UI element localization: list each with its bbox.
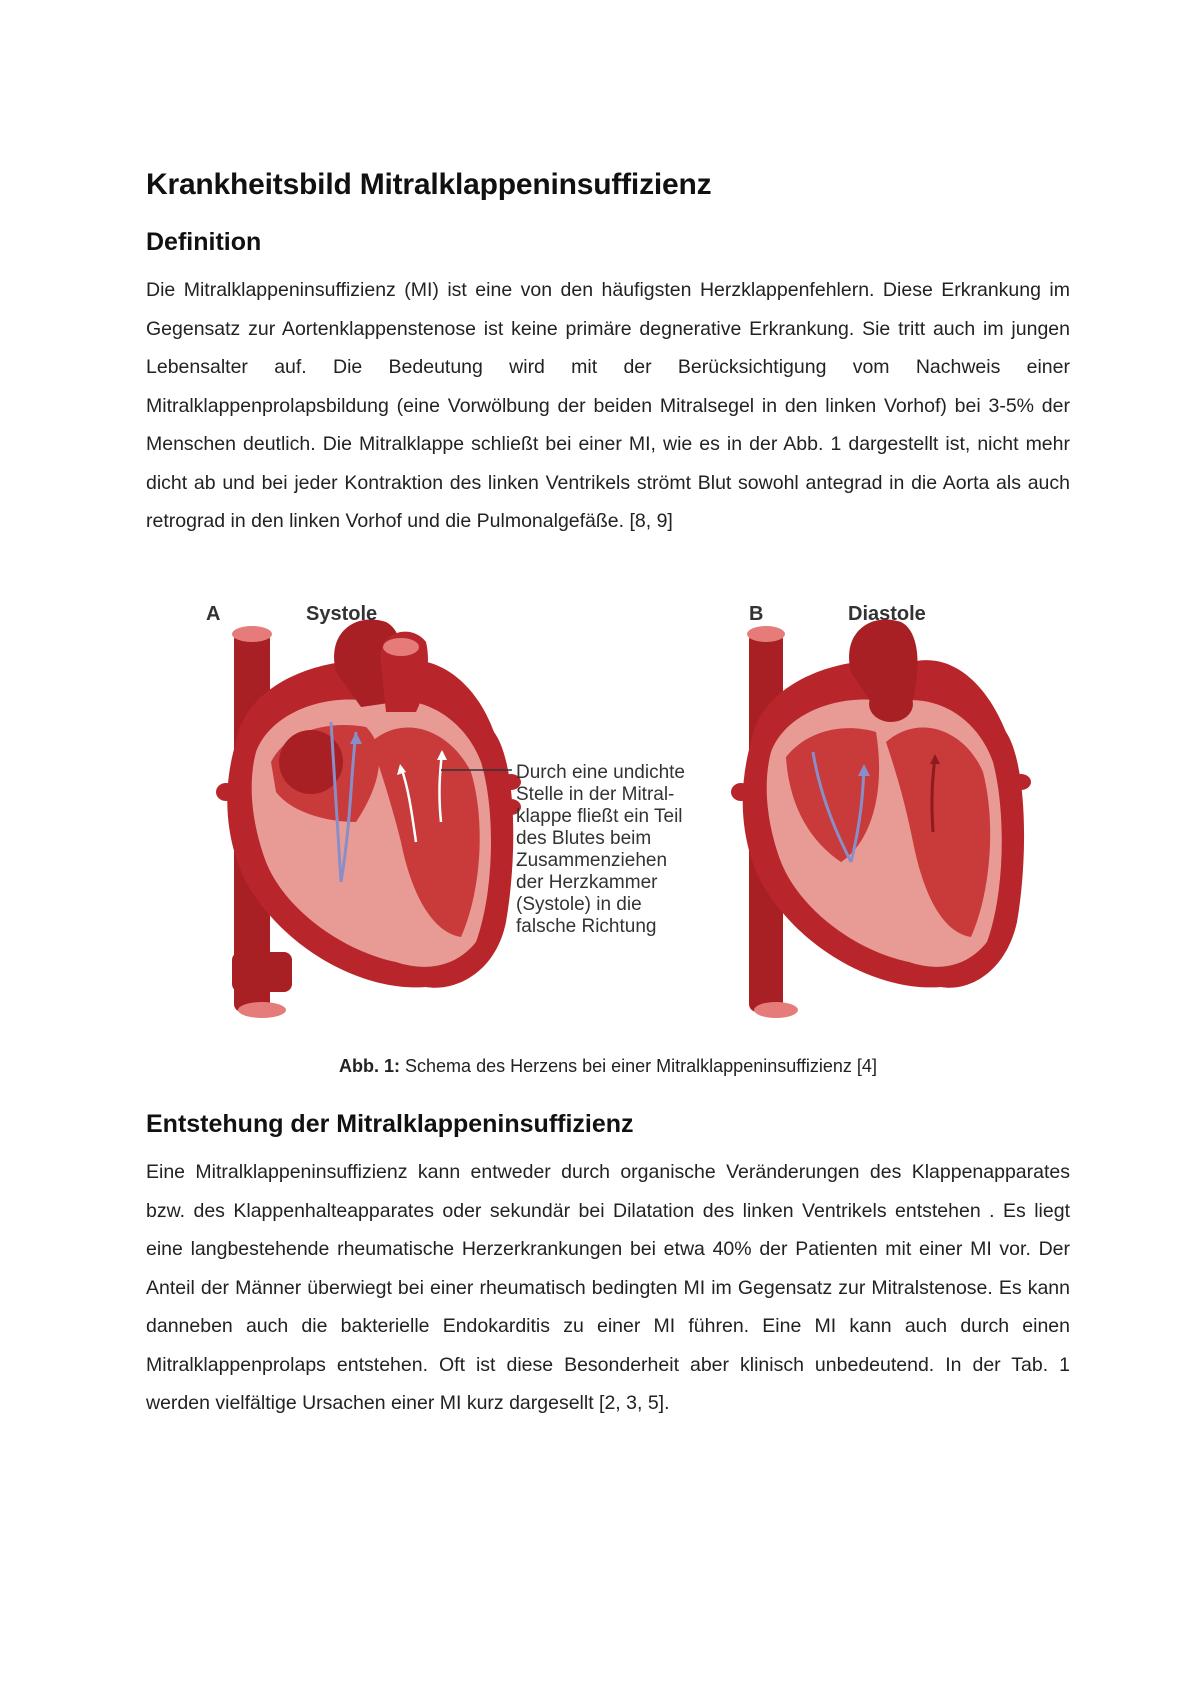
figure-caption-label: Abb. 1: [339, 1056, 401, 1076]
annotation-line: Stelle in der Mitral- [516, 784, 675, 805]
section-heading-definition: Definition [146, 228, 262, 256]
annotation-line: klappe fließt ein Teil [516, 806, 683, 827]
paragraph-definition: Die Mitralklappeninsuffizienz (MI) ist eine von den häufigsten Herzklappenfehlern. Diese Erkrankung im Gegensatz zur Aortenklappenstenose ist keine primäre degnerative Erkrankung. Sie tritt auch im jungen Lebensalter auf. Die Bedeutung wird mit der Berücksichtigung vom Nachweis einer Mitralklappenprolapsbildung (eine Vorwölbung der beiden Mitralsegel in den linken Vorhof) bei 3-5% der Menschen deutlich. Die Mitralklappe schließt bei einer MI, wie es in der Abb. 1 dargestellt ist, nicht mehr dicht ab und bei jeder Kontraktion des linken Ventrikels strömt Blut sowohl antegrad in die Aorta als auch retrograd in den linken Vorhof und die Pulmonalgefäße. [8, 9] [146, 279, 1070, 532]
annotation-line: der Herzkammer [516, 872, 658, 893]
heart-systole [216, 619, 521, 1018]
heart-diastole [731, 619, 1031, 1018]
paragraph-entstehung: Eine Mitralklappeninsuffizienz kann entweder durch organische Veränderungen des Klappenapparates bzw. des Klappenhalteapparates oder sekundär bei Dilatation des linken Ventrikels entstehen . Es liegt eine langbestehende rheumatische Herzerkrankungen bei etwa 40% der Patienten mit einer MI vor. Der Anteil der Männer überwiegt bei einer rheumatisch bedingten MI im Gegensatz zur Mitralstenose. Es kann danneben auch die bakterielle Endokarditis zu einer MI führen. Eine MI kann auch durch einen Mitralklappenprolaps entstehen. Oft ist diese Besonderheit aber klinisch unbedeutend. In der Tab. 1 werden vielfältige Ursachen einer MI kurz dargesellt [2, 3, 5]. [146, 1161, 1070, 1414]
annotation-line: Durch eine undichte [516, 762, 685, 783]
panel-b-title: Diastole [848, 603, 926, 625]
annotation-line: des Blutes beim [516, 828, 652, 849]
annotation-line: (Systole) in die [516, 894, 642, 915]
section-heading-entstehung: Entstehung der Mitralklappeninsuffizienz [146, 1110, 634, 1138]
panel-a-title: Systole [306, 603, 378, 625]
annotation-text [516, 762, 685, 937]
heart-illustration [176, 592, 1056, 1032]
annotation-line: falsche Richtung [516, 916, 657, 937]
panel-a-letter: A [206, 603, 221, 625]
heart-figure [176, 592, 1056, 1032]
figure-caption-text: Schema des Herzens bei einer Mitralklappeninsuffizienz [4] [400, 1056, 877, 1076]
figure-caption [146, 1056, 1070, 1077]
annotation-line: Zusammenziehen [516, 850, 668, 871]
page-title: Krankheitsbild Mitralklappeninsuffizienz [146, 168, 712, 201]
panel-b-letter: B [749, 603, 764, 625]
